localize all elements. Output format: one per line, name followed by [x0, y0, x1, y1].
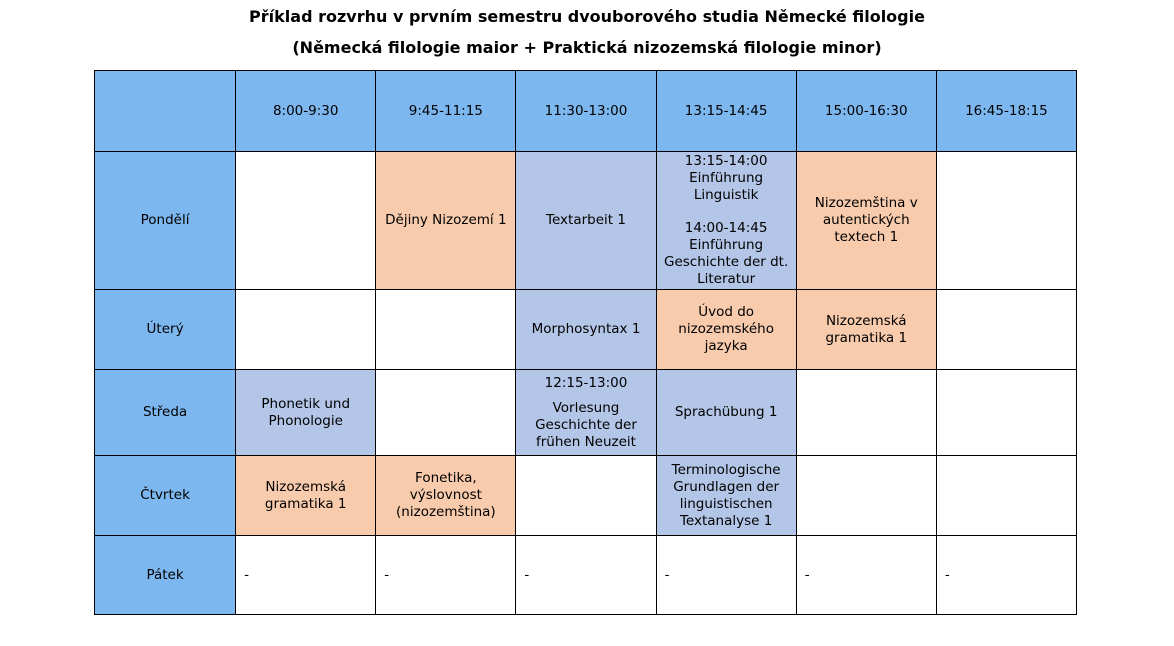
monday-slot-4a-course: Einführung Linguistik: [689, 170, 764, 203]
wednesday-slot-3: [516, 370, 656, 456]
thursday-slot-5: [796, 456, 936, 536]
day-label-wednesday: Středa: [95, 370, 236, 456]
header-row: [95, 71, 1077, 152]
time-header-3: 11:30-13:00: [516, 71, 656, 152]
tuesday-slot-6: [936, 290, 1076, 370]
thursday-slot-6: [936, 456, 1076, 536]
friday-slot-3: -: [516, 536, 656, 615]
day-row-thursday: [95, 456, 1077, 536]
tuesday-slot-2: [376, 290, 516, 370]
tuesday-slot-3: Morphosyntax 1: [516, 290, 656, 370]
thursday-slot-4: Terminologische Grundlagen der linguistischen Textanalyse 1: [656, 456, 796, 536]
page-title: Příklad rozvrhu v prvním semestru dvouborového studia Německé filologie: [249, 7, 925, 26]
day-row-tuesday: [95, 290, 1077, 370]
monday-slot-4: [656, 152, 796, 290]
wednesday-slot-2: [376, 370, 516, 456]
monday-slot-3: Textarbeit 1: [516, 152, 656, 290]
time-header-5: 15:00-16:30: [796, 71, 936, 152]
monday-slot-4b-course: Einführung Geschichte der dt. Literatur: [663, 237, 789, 287]
wednesday-slot-3-time: 12:15-13:00: [544, 374, 628, 391]
tuesday-slot-1: [236, 290, 376, 370]
wednesday-slot-6: [936, 370, 1076, 456]
time-header-1: 8:00-9:30: [236, 71, 376, 152]
monday-slot-4b-time: 14:00-14:45: [684, 220, 768, 236]
wednesday-slot-5: [796, 370, 936, 456]
friday-slot-4: -: [656, 536, 796, 615]
day-row-monday: [95, 152, 1077, 290]
monday-slot-1: [236, 152, 376, 290]
wednesday-slot-3-course: Vorlesung Geschichte der frühen Neuzeit: [535, 399, 637, 450]
time-header-4: 13:15-14:45: [656, 71, 796, 152]
thursday-slot-2: Fonetika, výslovnost (nizozemština): [376, 456, 516, 536]
day-row-wednesday: [95, 370, 1077, 456]
monday-slot-6: [936, 152, 1076, 290]
wednesday-slot-4: Sprachübung 1: [656, 370, 796, 456]
page-subtitle: (Německá filologie maior + Praktická nizozemská filologie minor): [292, 38, 882, 57]
monday-slot-4a-time: 13:15-14:00: [684, 153, 768, 169]
tuesday-slot-4: Úvod do nizozemského jazyka: [656, 290, 796, 370]
day-label-tuesday: Úterý: [95, 290, 236, 370]
friday-slot-2: -: [376, 536, 516, 615]
schedule-table: [94, 70, 1077, 615]
thursday-slot-3: [516, 456, 656, 536]
time-header-6: 16:45-18:15: [936, 71, 1076, 152]
corner-cell: [95, 71, 236, 152]
monday-slot-5: Nizozemština v autentických textech 1: [796, 152, 936, 290]
day-label-thursday: Čtvrtek: [95, 456, 236, 536]
friday-slot-1: -: [236, 536, 376, 615]
tuesday-slot-5: Nizozemská gramatika 1: [796, 290, 936, 370]
day-label-friday: Pátek: [95, 536, 236, 615]
time-header-2: 9:45-11:15: [376, 71, 516, 152]
wednesday-slot-1: Phonetik und Phonologie: [236, 370, 376, 456]
monday-slot-2: Dějiny Nizozemí 1: [376, 152, 516, 290]
day-label-monday: Pondělí: [95, 152, 236, 290]
friday-slot-6: -: [936, 536, 1076, 615]
thursday-slot-1: Nizozemská gramatika 1: [236, 456, 376, 536]
friday-slot-5: -: [796, 536, 936, 615]
day-row-friday: [95, 536, 1077, 615]
